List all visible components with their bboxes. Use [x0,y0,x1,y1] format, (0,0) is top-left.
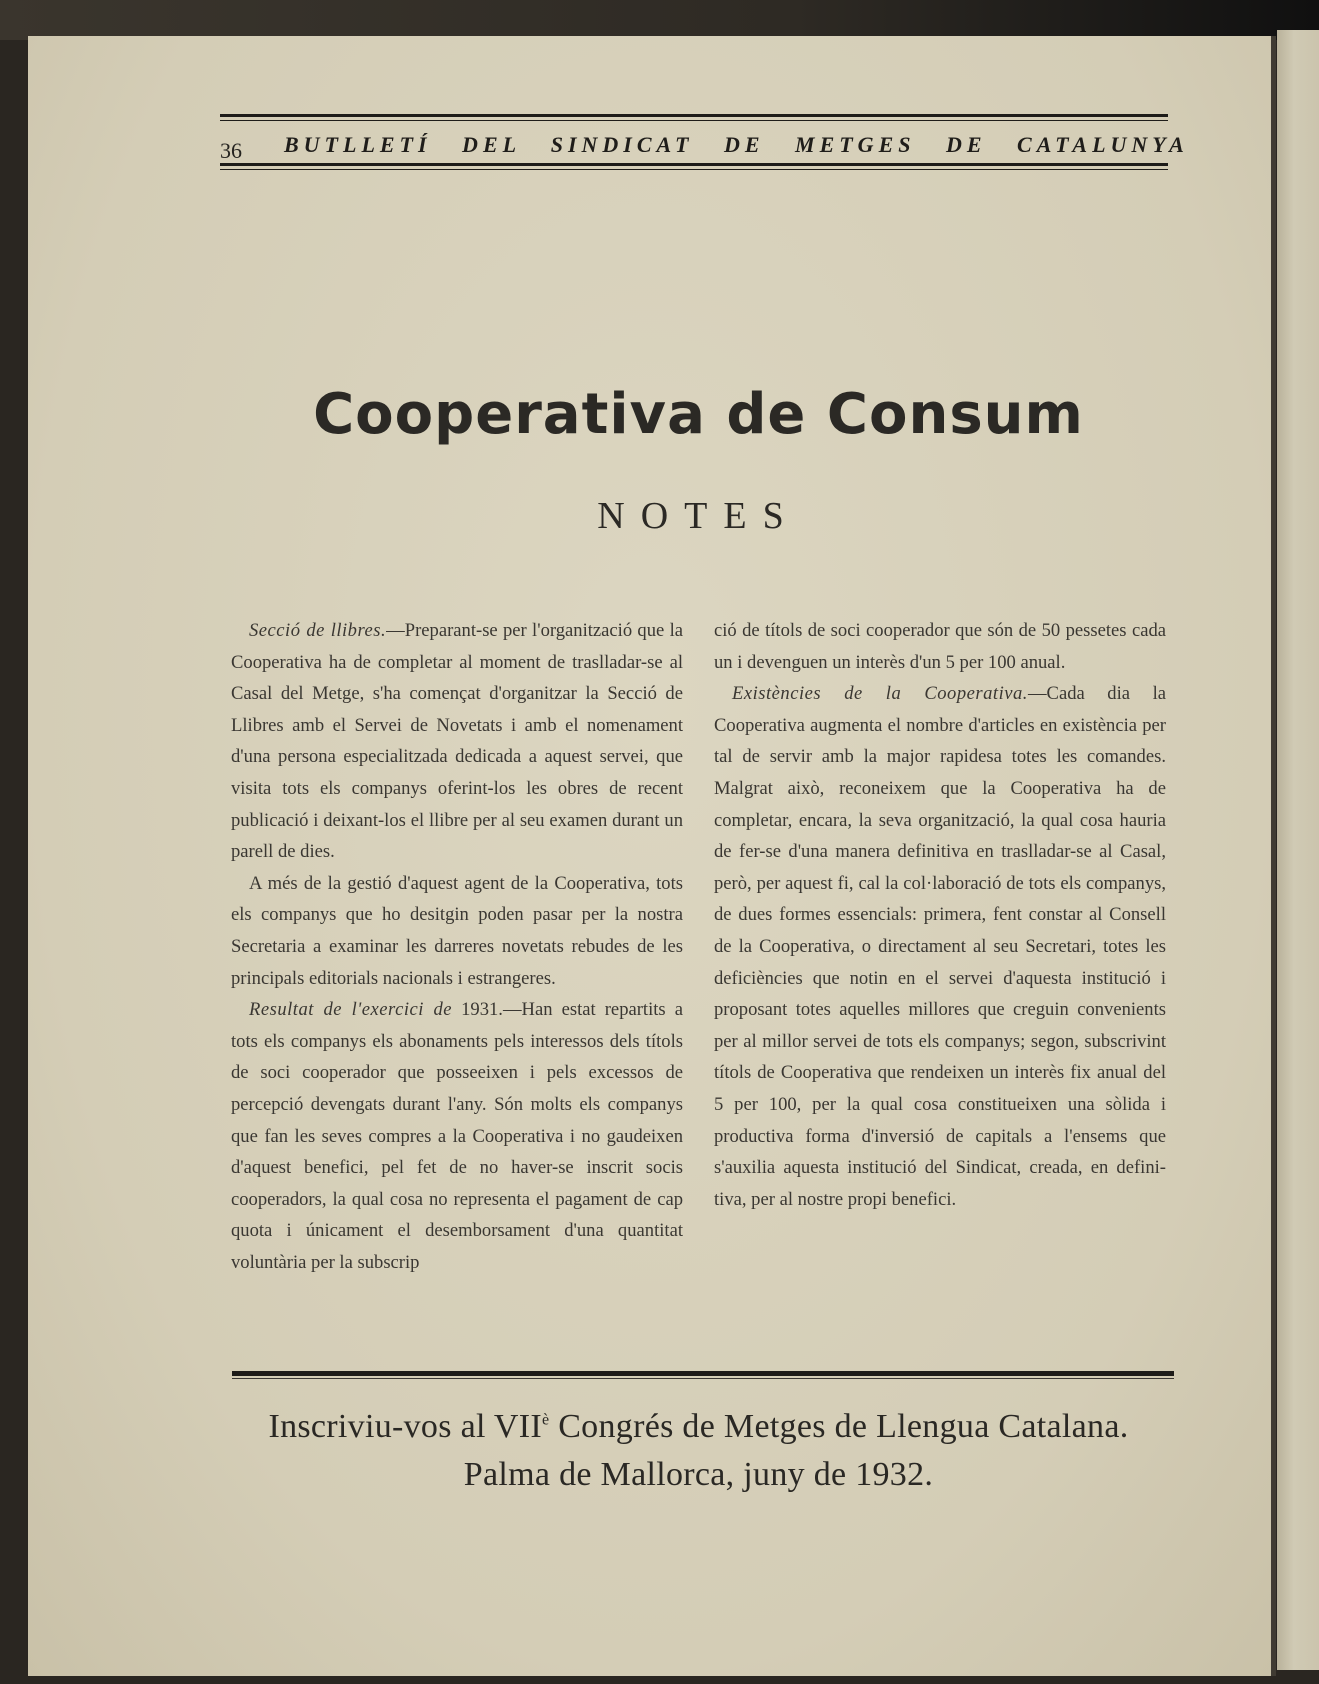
paragraph [231,615,683,868]
header-rule-bottom [220,163,1168,166]
right-column [714,615,1166,1215]
section-heading: Resultat de l'exercici de [249,999,453,1021]
announcement-text: Inscriviu-vos al VII [268,1408,542,1445]
paragraph-text: 1931.—Han estat repartits a tots els companys els abonaments pels interessos dels títols de soci cooperador que posseeixen i pels excessos de percepció devengats durant l'any. Són molts els companys que fan les seves compres a la Cooperativa i no gaudeixen d'aquest benefici, pel fet de no haver-se inscrit socis cooperadors, la qual cosa no representa el pagament de cap quota i únicament el desemborsament d'una quantitat voluntària per la subscrip [231,999,683,1273]
announcement-line-2: Palma de Mallorca, juny de 1932. [463,1456,934,1493]
page-number: 36 [220,138,242,163]
left-column [231,615,683,1278]
header-rule-bottom-thin [220,169,1168,170]
article-title: Cooperativa de Consum [313,382,1084,447]
paragraph [231,994,683,1278]
paragraph-text: —Preparant-se per l'organització que la Cooperativa ha de completar al moment de traslladar-se al Casal del Metge, s'ha començat d'organitzar la Secció de Llibres amb el Servei de Novetats i amb el nomenament d'una persona especialitzada dedicada a aquest servei, que visita tots els companys oferint-los les obres de recent publicació i deixant-los el llibre per al seu examen durant un parell de dies. [231,620,684,863]
paragraph [714,615,1166,678]
section-heading: Secció de llibres. [249,620,387,641]
announcement-superscript: è [542,1411,550,1429]
announcement-text: Congrés de Metges de Llengua Catalana. [549,1408,1129,1445]
header-rule-top-thin [220,120,1168,121]
paragraph-text: A més de la gestió d'aquest agent de la Cooperativa, tots els companys que ho desitgin poden pasar per la nostra Secretaria a examinar les darreres novetats rebudes de les principals editorials nacionals i estrangeres. [231,872,683,989]
scan-background [0,0,1319,40]
section-heading: Existències de la Cooperativa. [732,683,1028,705]
paragraph-text: —Cada dia la Cooperativa augmenta el nombre d'articles en existència per tal de servir amb la major rapidesa totes les comandes. Malgrat això, reconeixem que la Cooperativa ha de completar, encara, la seva organització, la qual cosa hauria de fer-se d'una manera definitiva en traslladar-se al Casal, però, per aquest fi, cal la col·laboració de tots els companys, de dues formes essencials: primera, fent constar al Consell de la Cooperativa, o directament al seu Secretari, totes les deficiències que notin en el servei d'aquesta institució i proposant totes aquelles millores que creguin convenients per al millor servei de tots els companys; segon, subscrivint títols de Cooperativa que rendeixen un interès fix anual del 5 per 100, per la qual cosa constitueixen una sòlida i productiva forma d'inversió de capitals a l'ensems que s'auxilia aquesta institució del Sindicat, creada, en definitiva, per al nostre propi benefici. [714,683,1167,1210]
footer-rule-thin [232,1378,1174,1379]
paragraph [231,868,683,994]
announcement-line-1 [0,1408,1319,1446]
header-rule-top [220,114,1168,117]
running-header: BUTLLETÍ DEL SINDICAT DE METGES DE CATALUNYA [284,132,1189,157]
paragraph-text: ció de títols de soci cooperador que són de 50 pessetes cada un i devenguen un interès d'un 5 per 100 anual. [714,620,1166,673]
paragraph [714,678,1166,1215]
footer-rule [232,1371,1174,1376]
article-subtitle: NOTES [597,495,800,537]
